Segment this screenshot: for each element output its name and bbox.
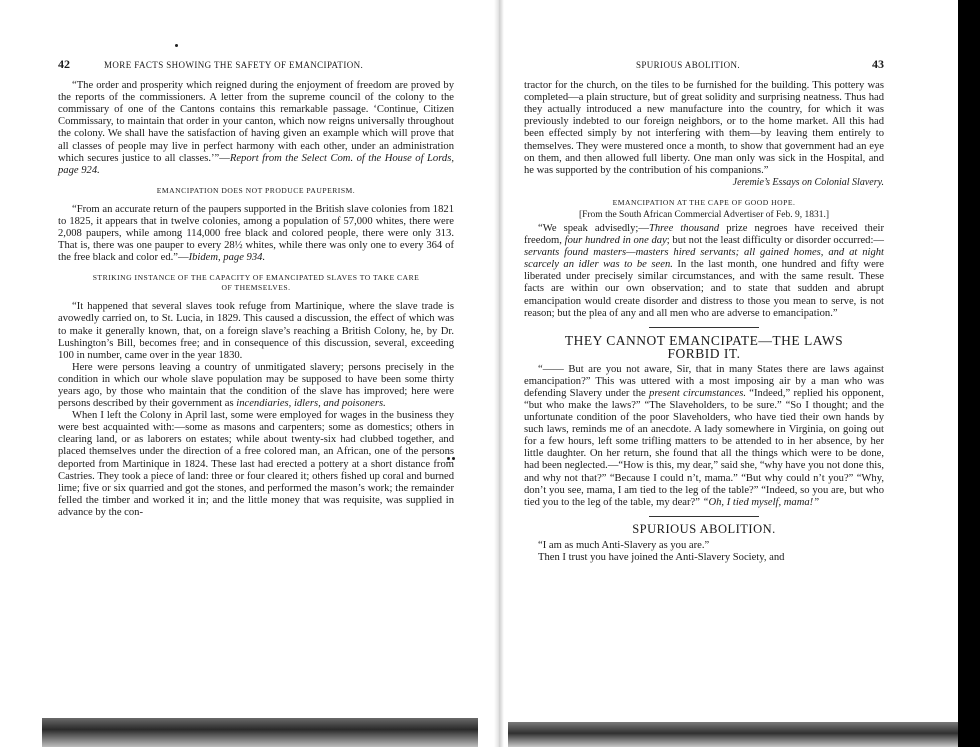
left-paragraph-5: When I left the Colony in April last, some were employed for wages in the business they were best acquainted with:—some as masons and carpenters; some as domestics; others in clearing land, or as laborers on estates; while about twenty-six had clubbed together, and placed themselves under the direction of a free colored man, an African, one of the persons deported from Martinique in 1824. These last had erected a pottery at a short distance from Castries. They took a piece of land: three or four cleared it; others fished up coral and burned lime; five or six quarried and got the stones, and performed the mason’s work; the remainder felled the timber and worked it in; and the little money that was requisite, was supplied in advance by the con- [58, 410, 454, 518]
left-paragraph-3: “It happened that several slaves took refuge from Martinique, where the slave trade is avowedly carried on, to St. Lucia, in 1829. This caused a discussion, the effect of which was to make it generally known, that, on a foreign slave’s reaching a British Colony, he, by Dr. Lushington’s Bill, becomes free; and in consequence of this discussion, several, exceeding 100 in number, came over in the year 1830. [58, 301, 454, 361]
right-paragraph-5: Then I trust you have joined the Anti-Slavery Society, and [538, 551, 785, 563]
left-running-head [58, 58, 454, 71]
left-paragraph-2-source: Ibidem, page 934. [188, 252, 266, 264]
right-paragraph-1: tractor for the church, on the tiles to be furnished for the building. This pottery was completed—a plain structure, but of great solidity and surprising neatness. Thus had they actually introduced a new manufacture into the country, for which it was previously indebted to our foreign neighbors, or to the home market. All this had been effected simply by not interfering with them—by leaving them entirely to themselves. They were mustered once a month, to show that government had an eye on them, and then allowed full liberty. One man only was sick in the Hospital, and he was supported by the contribution of his companions.” [524, 80, 884, 176]
right-paragraph-2: “We speak advisedly;—Three thousand prize negroes have received their freedom, four hundred in one day; but not the least difficulty or disorder occurred:—servants found masters—masters hired servants; all gained homes, and at night scarcely an idler was to be seen. In the last month, one hundred and fifty were liberated under precisely similar circumstances, and with the same result. These facts are within our own observation; and to state that sudden and abrupt emancipation would create disorder and distress to those you mean to serve, is not reason; but the plea of any and all men who are adverse to emancipation.” [524, 222, 885, 319]
right-heading-cape: EMANCIPATION AT THE CAPE OF GOOD HOPE. [612, 197, 796, 207]
section-rule [649, 516, 759, 517]
left-paragraph-2: “From an accurate return of the paupers supported in the British slave colonies from 1821 to 1825, it appears that in twelve colonies, among a population of 57,000 whites, there were 2,008 paupers, while among 114,000 free black and colored people, there were only 313. That is, there was one pauper to every 28½ whites, while there was only one to every 364 of the free black and color ed.”—Ibidem, page 934. [58, 203, 454, 264]
right-running-title: SPURIOUS ABOLITION. [635, 60, 741, 70]
scan-bottom-edge-left [42, 718, 478, 747]
scan-bottom-edge-right [508, 722, 958, 747]
right-heading-spurious: SPURIOUS ABOLITION. [632, 521, 776, 536]
right-paragraph-3: “—— But are you not aware, Sir, that in many States there are laws against emancipation?” This was uttered with a most imposing air by a man who was defending Slavery under the present circumstances. “Indeed,” replied his opponent, “but who make the laws?” “The Slaveholders, to be sure.” “So I thought; and the unfortunate condition of the poor Slaveholders, who have tied their own hands by such laws, reminds me of an anecdote. A lady somewhere in Virginia, on going out for a few hours, left some trifling matters to be attended to in her absence, by her little daughter. On her return, she found that all the things which were to be done, had been neglected.—“How is this, my dear,” said she, “why have you not done this, and why not that?” “Because I could n’t, mama.” “But why could n’t you?” “Why, don’t you see, mama, I am tied to the leg of the table?” “Indeed, so you are, but who tied you to the leg of the table, my dear?” “Oh, I tied myself, mama!” [524, 363, 884, 508]
left-paragraph-1: “The order and prosperity which reigned during the enjoyment of freedom are proved by the reports of the commissioners. A letter from the supreme council of the colony to the commissary of one of the Cantons contains this remarkable passage. ‘Continue, Citizen Commissary, to maintain that order in your canton, which now reigns universally throughout the colony. We shall have the satisfaction of having given an example which will prove that all classes of people may live in perfect harmony with each other, under an administration which secures justice to all classes.’”—Report from the Select Com. of the House of Lords, page 924. [58, 80, 454, 176]
right-page [524, 58, 884, 564]
right-page-number: 43 [872, 57, 884, 71]
section-rule [649, 327, 759, 328]
right-heading-cape-source: [From the South African Commercial Advertiser of Feb. 9, 1831.] [578, 209, 830, 220]
left-paragraph-1-source: Report from the Select Com. of the House of Lords, page 924. [58, 152, 454, 176]
ink-speck [175, 44, 178, 47]
right-paragraph-1-source: Jeremie’s Essays on Colonial Slavery. [732, 176, 884, 188]
left-page-number: 42 [58, 57, 70, 71]
right-paragraph-4: “I am as much Anti-Slavery as you are.” [538, 539, 710, 551]
book-gutter [494, 0, 504, 747]
left-page [58, 58, 454, 519]
left-running-title: MORE FACTS SHOWING THE SAFETY OF EMANCIPATION. [104, 60, 364, 70]
left-heading-pauperism: EMANCIPATION DOES NOT PRODUCE PAUPERISM. [156, 185, 356, 195]
right-heading-laws: THEY CANNOT EMANCIPATE—THE LAWS FORBID IT. [564, 332, 844, 361]
left-paragraph-4: Here were persons leaving a country of unmitigated slavery; persons precisely in the condition in which our whole slave population may be supposed to have been some thirty years ago, by those who maintain that the condition of the slave has improved; here were persons described by their government as incendiaries, idlers, and poisoners. [58, 361, 454, 410]
scan-edge [958, 0, 980, 747]
left-heading-striking-instance: STRIKING INSTANCE OF THE CAPACITY OF EMANCIPATED SLAVES TO TAKE CARE OF THEMSELVES. [92, 273, 420, 293]
right-running-head [524, 58, 884, 71]
